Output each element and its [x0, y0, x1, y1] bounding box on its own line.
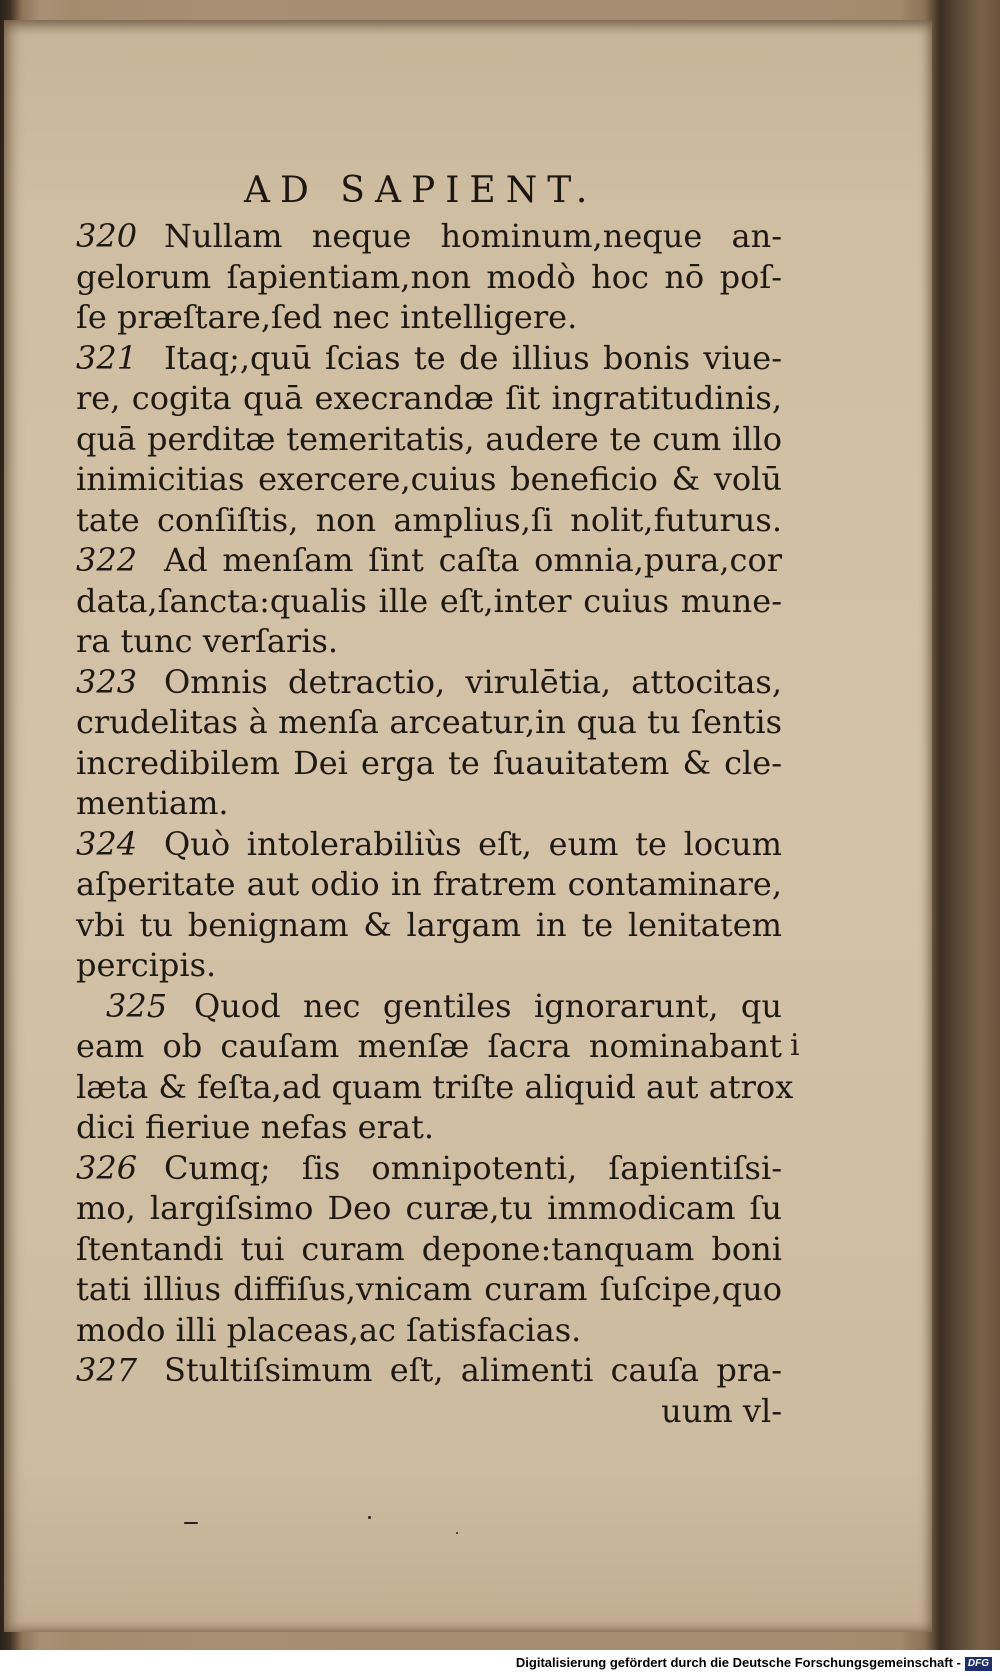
- digitization-footer: [0, 1650, 1000, 1676]
- text-line: [76, 1310, 782, 1351]
- line-text: ſtentandi tui curam depone:tanquam boni: [76, 1229, 782, 1268]
- paragraph-number: 321: [76, 338, 138, 377]
- text-line: [76, 783, 782, 824]
- text-line: [76, 419, 782, 460]
- paragraph-number: 322: [76, 541, 138, 579]
- running-head: AD SAPIENT.: [244, 170, 598, 211]
- line-text: mentiam.: [76, 784, 229, 822]
- line-text: Cumq; ſis omnipotenti, ſapientiſsi-: [164, 1148, 782, 1187]
- paragraph-number: 325: [106, 986, 168, 1025]
- line-text: Omnis detractio, virulētia, attocitas,: [164, 662, 782, 701]
- line-text: re, cogita quā execrandæ ſit ingratitudinis,: [76, 379, 782, 417]
- text-line: [76, 500, 782, 541]
- line-text: incredibilem Dei erga te ſuauitatem & cle-: [76, 743, 782, 782]
- line-text: crudelitas à menſa arceatur,in qua tu ſentis: [76, 703, 782, 741]
- text-line: [76, 1350, 782, 1391]
- text-line: [76, 1067, 794, 1108]
- text-line: [76, 702, 782, 743]
- text-line: [76, 540, 782, 581]
- text-line: [76, 1391, 782, 1432]
- text-line: [76, 1026, 782, 1067]
- line-text: percipis.: [76, 946, 217, 984]
- line-text: dici fieriue nefas erat.: [76, 1108, 434, 1146]
- line-text: vbi tu benignam & largam in te lenitatem: [76, 905, 782, 944]
- line-text: Quod nec gentiles ignorarunt, qu: [194, 986, 782, 1025]
- dfg-logo: DFG: [965, 1657, 992, 1671]
- text-line: [76, 338, 782, 379]
- text-line: [76, 864, 782, 905]
- text-line: [76, 1107, 782, 1148]
- paragraph-number: 323: [76, 662, 138, 701]
- ink-speck: [184, 1522, 198, 1524]
- footer-text: Digitalisierung gefördert durch die Deutsche Forschungsgemeinschaft -: [515, 1655, 961, 1670]
- paragraph-number: 320: [76, 217, 138, 255]
- text-line: [76, 1148, 782, 1189]
- line-text: Itaq;,quū ſcias te de illius bonis viue-: [164, 338, 782, 377]
- line-text: ſe præſtare,ſed nec intelligere.: [76, 298, 578, 336]
- text-line: [76, 581, 782, 622]
- line-text: aſperitate aut odio in fratrem contaminare,: [76, 865, 782, 903]
- line-text: mo, largiſsimo Deo curæ,tu immodicam ſu: [76, 1189, 782, 1227]
- ink-speck: [368, 1516, 371, 1519]
- text-line: [76, 905, 782, 946]
- line-text: quā perditæ temeritatis, audere te cum illo: [76, 419, 782, 458]
- text-line: [76, 1269, 782, 1310]
- text-line: [76, 662, 782, 703]
- line-text: tate conſiſtis, non amplius,ſi nolit,futurus.: [76, 500, 782, 539]
- line-text: eam ob cauſam menſæ ſacra nominabant: [76, 1027, 782, 1065]
- text-line: [76, 743, 782, 784]
- line-text: Ad menſam ſint caſta omnia,pura,cor: [164, 541, 782, 579]
- text-line: [76, 621, 782, 662]
- line-text: data,ſancta:qualis ille eſt,inter cuius mune-: [76, 581, 782, 620]
- text-block: [76, 216, 794, 1431]
- text-line: [76, 945, 782, 986]
- margin-mark: i: [790, 1028, 800, 1063]
- ink-speck: [456, 1532, 458, 1534]
- line-text: læta & feſta,ad quam triſte aliquid aut atrox: [76, 1067, 794, 1106]
- paragraph-number: 327: [76, 1351, 138, 1389]
- text-line: [76, 1188, 782, 1229]
- text-line: [76, 824, 782, 865]
- paragraph-number: 324: [76, 824, 138, 863]
- text-line: [76, 1229, 782, 1270]
- text-line: [76, 216, 782, 257]
- text-line: [76, 986, 782, 1027]
- text-line: [76, 459, 782, 500]
- line-text: tati illius diffiſus,vnicam curam ſuſcipe,quo: [76, 1270, 782, 1308]
- line-text: gelorum ſapientiam,non modò hoc nō poſ-: [76, 257, 782, 296]
- text-line: [76, 378, 782, 419]
- book-page: [4, 20, 932, 1632]
- line-text: modo illi placeas,ac ſatisfacias.: [76, 1310, 582, 1349]
- paragraph-number: 326: [76, 1148, 138, 1187]
- line-text: Nullam neque hominum,neque an-: [164, 217, 782, 255]
- text-line: [76, 257, 782, 298]
- text-line: [76, 297, 782, 338]
- line-text: Stultiſsimum eſt, alimenti cauſa pra-: [164, 1351, 782, 1389]
- line-text: inimicitias exercere,cuius beneficio & volū: [76, 460, 782, 498]
- line-text: ra tunc verſaris.: [76, 622, 339, 660]
- line-text: Quò intolerabiliùs eſt, eum te locum: [164, 824, 782, 863]
- line-text: uum vl-: [661, 1391, 782, 1430]
